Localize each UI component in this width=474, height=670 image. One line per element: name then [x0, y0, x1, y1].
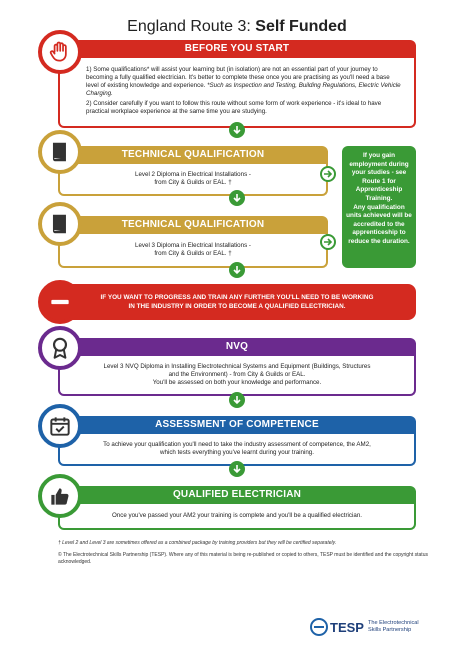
tech-1-header: TECHNICAL QUALIFICATION — [58, 146, 328, 164]
tesp-tagline: The Electrotechnical Skills Partnership — [367, 620, 419, 633]
down-arrow-icon — [229, 122, 245, 138]
before-you-start-header: BEFORE YOU START — [58, 40, 416, 58]
page-title: England Route 3: Self Funded — [127, 18, 347, 35]
down-arrow-icon — [229, 262, 245, 278]
nvq-body: Level 3 NVQ Diploma in Installing Electrotechnical Systems and Equipment (Buildings, Structures and the Environment) - from City & Guilds or EAL. You'll be assessed on both your knowledge and performance. — [58, 356, 416, 396]
tech-2-header: TECHNICAL QUALIFICATION — [58, 216, 328, 234]
nvq-header: NVQ — [58, 338, 416, 356]
down-arrow-icon — [229, 190, 245, 206]
tesp-wordmark: TESP — [330, 619, 364, 635]
footnote-dagger: † Level 2 and Level 3 are sometimes offered as a combined package by training providers but they will be certified separately. — [58, 540, 337, 546]
right-arrow-icon — [320, 234, 336, 250]
down-arrow-icon — [229, 392, 245, 408]
apprenticeship-side-note: If you gain employment during your studies - see Route 1 for Apprenticeship Training. Any qualification units achieved will be accredited to the apprenticeship to reduce the duration. — [342, 146, 416, 268]
no-entry-icon — [38, 280, 82, 324]
before-item-1: 1) Some qualifications* will assist your learning but (in isolation) are not an essential part of your journey to becoming a fully qualified electrician. It's better to complete these once you are practising as you'll need a base level of existing knowledge and experience. *Such as Inspection and Testing, Building Regulations, Electric Vehicle Charging. — [86, 66, 401, 97]
tesp-mark-icon — [310, 618, 328, 636]
tesp-logo — [310, 618, 419, 636]
before-item-2: 2) Consider carefully if you want to follow this route without some form of work experience - it's ideal to have practical workplace experience at the same time you are studying. — [86, 100, 382, 115]
qualified-header: QUALIFIED ELECTRICIAN — [58, 486, 416, 504]
tech-2-body: Level 3 Diploma in Electrical Installations - from City & Guilds or EAL. † — [58, 234, 328, 268]
award-rosette-icon — [38, 326, 82, 370]
book-icon — [38, 202, 82, 246]
assessment-body: To achieve your qualification you'll need to take the industry assessment of competence, the AM2, which tests everything you've learnt during your training. — [58, 434, 416, 466]
footnote-copyright: © The Electrotechnical Skills Partnership (TESP). Where any of this material is being re-published or copied to others, TESP must be identified and the copyright status acknowledged. — [58, 552, 428, 565]
calendar-check-icon — [38, 404, 82, 448]
hand-icon — [38, 30, 82, 74]
before-item-1-note: *Such as Inspection and Testing, Building Regulations, Electric Vehicle Charging. — [86, 82, 401, 97]
before-you-start-body — [58, 58, 416, 128]
book-icon — [38, 130, 82, 174]
tech-1-body: Level 2 Diploma in Electrical Installations - from City & Guilds or EAL. † — [58, 164, 328, 196]
qualified-body: Once you've passed your AM2 your training is complete and you'll be a qualified electrician. — [58, 504, 416, 530]
stop-banner: IF YOU WANT TO PROGRESS AND TRAIN ANY FURTHER YOU'LL NEED TO BE WORKING IN THE INDUSTRY IN ORDER TO BECOME A QUALIFIED ELECTRICIAN. — [58, 284, 416, 320]
thumbs-up-icon — [38, 474, 82, 518]
assessment-header: ASSESSMENT OF COMPETENCE — [58, 416, 416, 434]
down-arrow-icon — [229, 461, 245, 477]
right-arrow-icon — [320, 166, 336, 182]
